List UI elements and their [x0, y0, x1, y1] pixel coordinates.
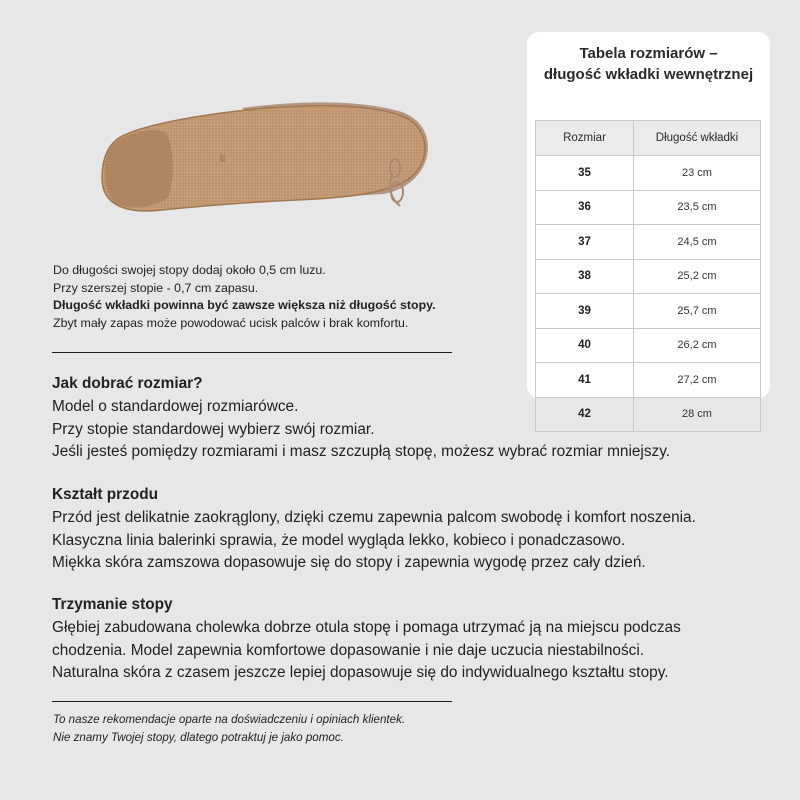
sole-size-imprint: 38	[218, 154, 225, 162]
section-foot-hold	[52, 594, 681, 685]
length-cell: 27,2 cm	[634, 363, 761, 398]
size-cell: 38	[536, 259, 634, 294]
section-line: Miękka skóra zamszowa dopasowuje się do stopy i zapewnia wygodę przez cały dzień.	[52, 554, 646, 571]
divider	[52, 701, 452, 702]
table-row	[536, 190, 761, 225]
column-header-size: Rozmiar	[536, 121, 634, 156]
length-cell: 28 cm	[634, 397, 761, 432]
section-line: Przód jest delikatnie zaokrąglony, dzięki czemu zapewnia palcom swobodę i komfort noszenia.	[52, 509, 696, 526]
table-row	[536, 225, 761, 260]
table-row	[536, 156, 761, 191]
size-cell: 40	[536, 328, 634, 363]
footnote	[53, 711, 405, 747]
size-cell: 41	[536, 363, 634, 398]
size-cell: 36	[536, 190, 634, 225]
fit-note: Do długości swojej stopy dodaj około 0,5 cm luzu.	[53, 263, 326, 277]
length-cell: 25,7 cm	[634, 294, 761, 329]
size-cell: 37	[536, 225, 634, 260]
section-line: Model o standardowej rozmiarówce.	[52, 398, 299, 415]
length-cell: 23 cm	[634, 156, 761, 191]
section-line: Klasyczna linia balerinki sprawia, że model wygląda lekko, kobieco i ponadczasowo.	[52, 531, 626, 549]
table-row	[536, 328, 761, 363]
size-cell: 35	[536, 156, 634, 191]
fit-note: Zbyt mały zapas może powodować ucisk palców i brak komfortu.	[53, 316, 409, 331]
section-line: Naturalna skóra z czasem jeszcze lepiej dopasowuje się do indywidualnego kształtu stopy.	[52, 664, 669, 681]
size-table-title: Tabela rozmiarów – długość wkładki wewnętrznej	[543, 45, 754, 83]
footnote-line: To nasze rekomendacje oparte na doświadczeniu i opiniach klientek.	[53, 713, 406, 726]
fit-notes	[53, 262, 523, 333]
footnote-line: Nie znamy Twojej stopy, dlatego potraktuj je jako pomoc.	[53, 731, 344, 744]
size-cell: 42	[536, 397, 634, 432]
length-cell: 24,5 cm	[634, 225, 761, 260]
length-cell: 26,2 cm	[634, 328, 761, 363]
shoe-sole-image	[92, 98, 437, 218]
fit-note-emphasis: Długość wkładki powinna być zawsze większa niż długość stopy.	[53, 298, 436, 313]
section-size-choice	[52, 373, 670, 464]
section-line: chodzenia. Model zapewnia komfortowe dopasowanie i nie daje uczucia niestabilności.	[52, 641, 645, 659]
divider	[52, 352, 452, 353]
fit-note: Przy szerszej stopie - 0,7 cm zapasu.	[53, 280, 259, 295]
section-heading: Kształt przodu	[52, 486, 159, 503]
table-row	[536, 259, 761, 294]
section-heading: Trzymanie stopy	[52, 596, 173, 613]
section-line: Jeśli jesteś pomiędzy rozmiarami i masz szczupłą stopę, możesz wybrać rozmiar mniejszy.	[52, 443, 671, 460]
section-toe-shape	[52, 484, 696, 575]
size-table-card	[527, 32, 770, 421]
length-cell: 23,5 cm	[634, 190, 761, 225]
size-cell: 39	[536, 294, 634, 329]
section-line: Głębiej zabudowana cholewka dobrze otula stopę i pomaga utrzymać ją na miejscu podczas	[52, 619, 681, 636]
length-cell: 25,2 cm	[634, 259, 761, 294]
table-row	[536, 294, 761, 329]
section-heading: Jak dobrać rozmiar?	[52, 375, 203, 392]
column-header-length: Długość wkładki	[634, 121, 761, 156]
section-line: Przy stopie standardowej wybierz swój rozmiar.	[52, 420, 375, 438]
